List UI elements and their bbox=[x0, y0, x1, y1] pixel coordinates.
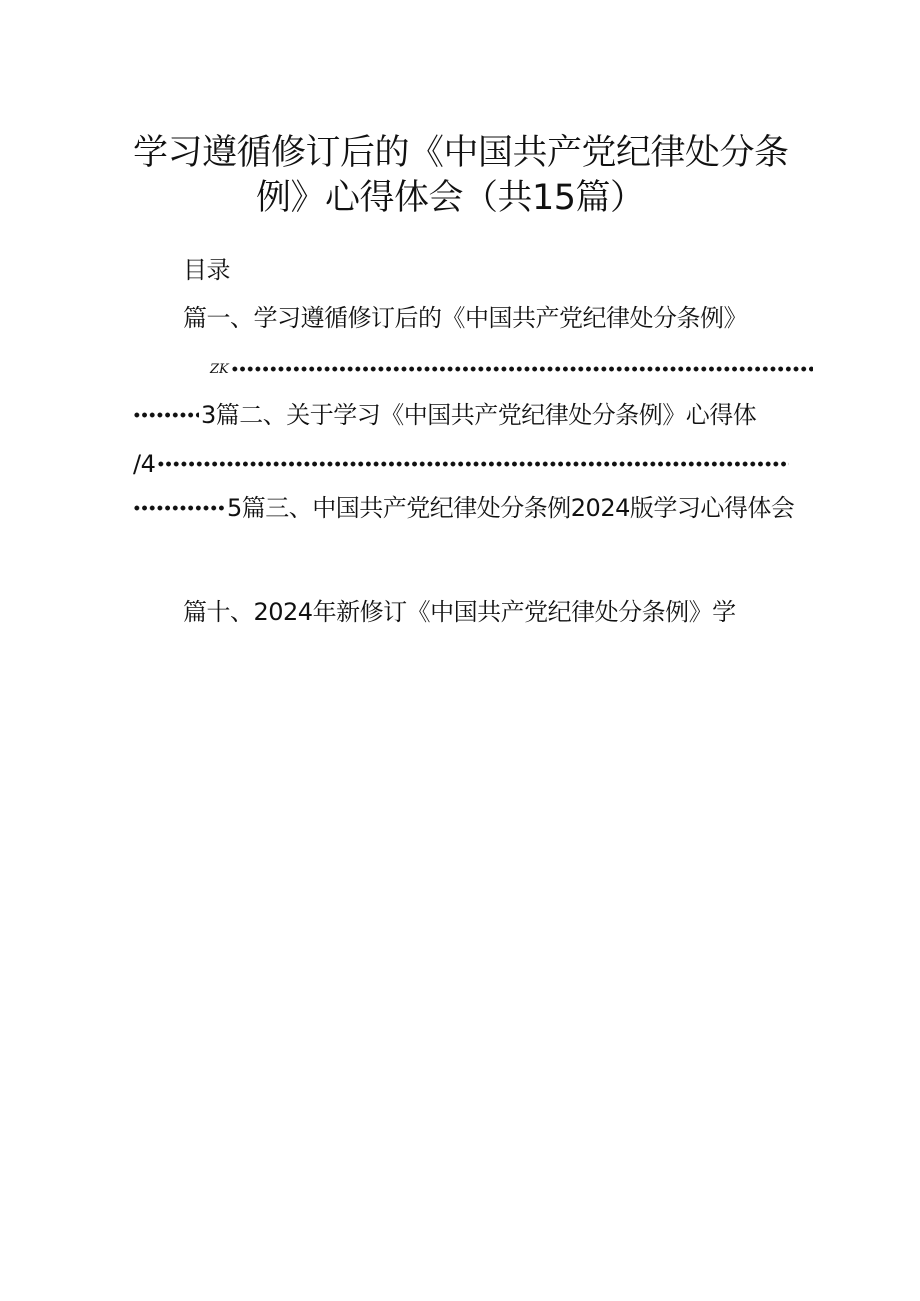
toc-leader-prefix: ZK bbox=[210, 361, 229, 377]
dot-leader bbox=[133, 505, 225, 511]
toc-entry-10: 篇十、2024年新修订《中国共产党纪律处分条例》学 bbox=[183, 598, 736, 626]
toc-heading: 目录 bbox=[183, 256, 230, 284]
toc-leader-row-1 bbox=[210, 356, 813, 382]
toc-entry-text: 篇三、中国共产党纪律处分条例2024版学习心得体会 bbox=[241, 494, 795, 522]
dot-leader bbox=[231, 366, 813, 372]
toc-page-number: 3 bbox=[201, 401, 216, 429]
toc-entry-text: 篇二、关于学习《中国共产党纪律处分条例》心得体 bbox=[215, 401, 757, 429]
toc-entry-2 bbox=[133, 402, 756, 428]
toc-leader-prefix: /4 bbox=[133, 450, 156, 478]
document-title-line-2: 例》心得体会（共15篇） bbox=[256, 178, 645, 218]
toc-leader-row-2 bbox=[133, 451, 789, 477]
document-title-line-1: 学习遵循修订后的《中国共产党纪律处分条 bbox=[133, 133, 789, 173]
toc-entry-1: 篇一、学习遵循修订后的《中国共产党纪律处分条例》 bbox=[183, 304, 747, 332]
dot-leader bbox=[133, 412, 199, 418]
toc-page-number: 5 bbox=[227, 494, 242, 522]
toc-entry-3 bbox=[133, 495, 794, 521]
dot-leader bbox=[157, 461, 789, 467]
